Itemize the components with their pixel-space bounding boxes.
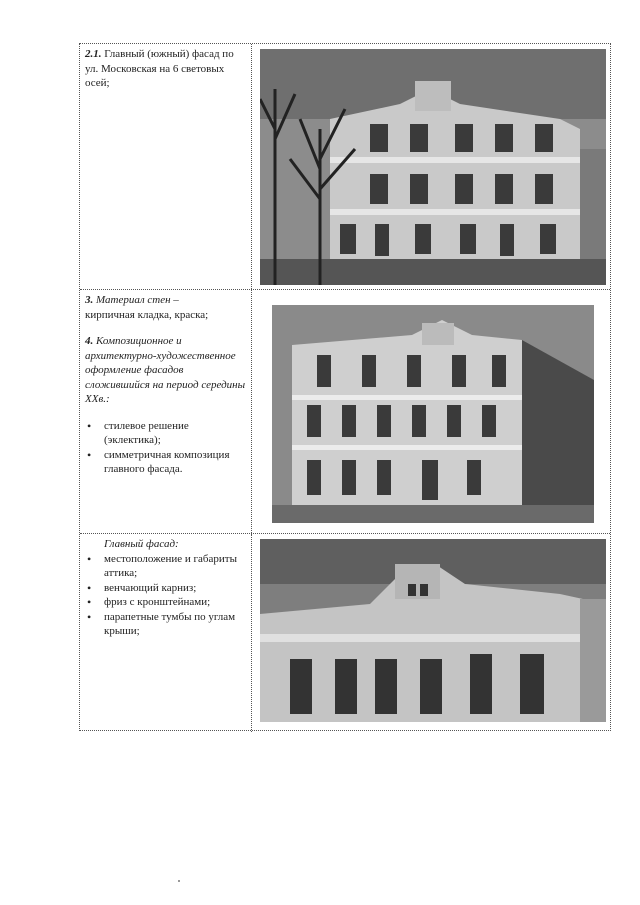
list-item: • стилевое решение (эклектика); [85, 419, 246, 448]
list-item: • симметричная композиция главного фасада. [85, 448, 246, 477]
list-item: • парапетные тумбы по углам крыши; [85, 610, 246, 639]
table-row [80, 290, 610, 534]
item-number: 2.1. [85, 48, 102, 60]
description-table [79, 43, 611, 731]
item-number: 3. [85, 294, 94, 306]
item-title: Материал стен – [93, 294, 179, 306]
bullet-list [85, 419, 246, 477]
bullet-list [85, 552, 246, 639]
row-photo-cell [252, 290, 610, 533]
section-heading: Главный фасад: [104, 538, 179, 550]
list-item: • фриз с кронштейнами; [85, 595, 246, 610]
item-title: Композиционное и архитектурно-художественное оформление фасадов сложившийся на период середины ХХв.: [85, 335, 246, 405]
facade-photo-3 [260, 539, 606, 722]
row-text-cell [80, 44, 252, 289]
item-text: кирпичная кладка, краска; [85, 308, 209, 321]
facade-photo-1 [260, 49, 606, 285]
page-speck [178, 880, 180, 882]
list-item: • местоположение и габариты аттика; [85, 552, 246, 581]
table-row [80, 534, 610, 732]
row-photo-cell [252, 534, 610, 732]
row-text-cell [80, 290, 252, 533]
row-text-cell [80, 534, 252, 732]
table-row [80, 44, 610, 290]
item-number: 4. [85, 335, 94, 347]
item-text: Главный (южный) фасад по ул. Московская на 6 световых осей; [85, 48, 234, 89]
facade-photo-2 [272, 305, 594, 523]
row-photo-cell [252, 44, 610, 289]
list-item: • венчающий карниз; [85, 581, 246, 596]
